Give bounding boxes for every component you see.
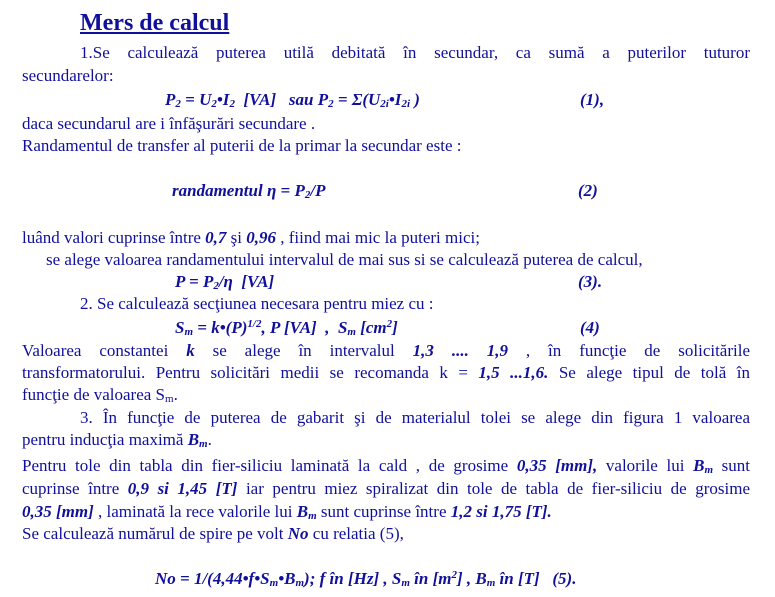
equation-4: $S_m$ = $k•(P)^{1/2}$, P [VA] , $S_m$ $[cm^2]$ (175, 318, 398, 338)
paragraph-6-line-1: Pentru tole din tabla din fier-siliciu laminată la cald , de grosime 0,35 [mm], valorile lui $B_m$ sunt (22, 456, 750, 476)
equation-5: $No = 1/(4,44•f•S_m•B_m)$; f în [Hz] , $S_m$ în $[m^2]$ , $B_m$ în [T] (5). (155, 569, 577, 589)
equation-1: $P_2$ = $U_2•I_2$ [VA] sau $P_2$ = $\Sigma(U_{2i}•I_{2i}$ ) (165, 90, 420, 110)
paragraph-1-line-3: daca secundarul are i înfăşurări secundare . (22, 114, 316, 133)
paragraph-2-line-2: se alege valoarea randamentului intervalul de mai sus si se calculează puterea de calcul, (46, 250, 643, 269)
paragraph-5-line-2: pentru inducţia maximă $B_m$. (22, 430, 212, 450)
equation-2-number: (2) (578, 181, 598, 200)
paragraph-4-line-3: funcţie de valoarea $S_m$. (22, 385, 178, 405)
paragraph-1-line-4: Randamentul de transfer al puterii de la primar la secundar este : (22, 136, 462, 155)
equation-3: $P = P_2/\eta$ [VA] (175, 272, 275, 292)
equation-3-number: (3). (578, 272, 603, 291)
paragraph-1-line-2: secundarelor: (22, 66, 114, 85)
paragraph-5-line-1: 3. În funcţie de puterea de gabarit şi de materialul tolei se alege din figura 1 valoarea (80, 408, 750, 427)
paragraph-1-line-1: 1.Se calculează puterea utilă debitată în secundar, ca sumă a puterilor tuturor (80, 43, 750, 62)
equation-2: randamentul $\eta = P_2/P$ (172, 181, 326, 201)
paragraph-6-line-4: Se calculează numărul de spire pe volt No cu relatia (5), (22, 524, 404, 543)
paragraph-3-line-1: 2. Se calculează secţiunea necesara pentru miez cu : (80, 294, 434, 313)
page-title: Mers de calcul (80, 10, 230, 36)
paragraph-6-line-2: cuprinse între 0,9 si 1,45 [T] iar pentru miez spiralizat din tole de tabla de fier-siliciu de grosime (22, 479, 751, 498)
paragraph-2-line-1: luând valori cuprinse între 0,7 şi 0,96 , fiind mai mic la puteri mici; (22, 228, 480, 247)
paragraph-4-line-2: transformatorului. Pentru solicitări medii se recomanda k = 1,5 ...1,6. Se alege tipul de tolă în (22, 363, 750, 382)
paragraph-4-line-1: Valoarea constantei k se alege în intervalul 1,3 .... 1,9 , în funcţie de solicitările (22, 341, 751, 360)
equation-1-number: (1), (580, 90, 605, 109)
paragraph-6-line-3: 0,35 [mm] , laminată la rece valorile lui $B_m$ sunt cuprinse între 1,2 si 1,75 [T]. (22, 502, 552, 522)
equation-4-number: (4) (580, 318, 600, 337)
